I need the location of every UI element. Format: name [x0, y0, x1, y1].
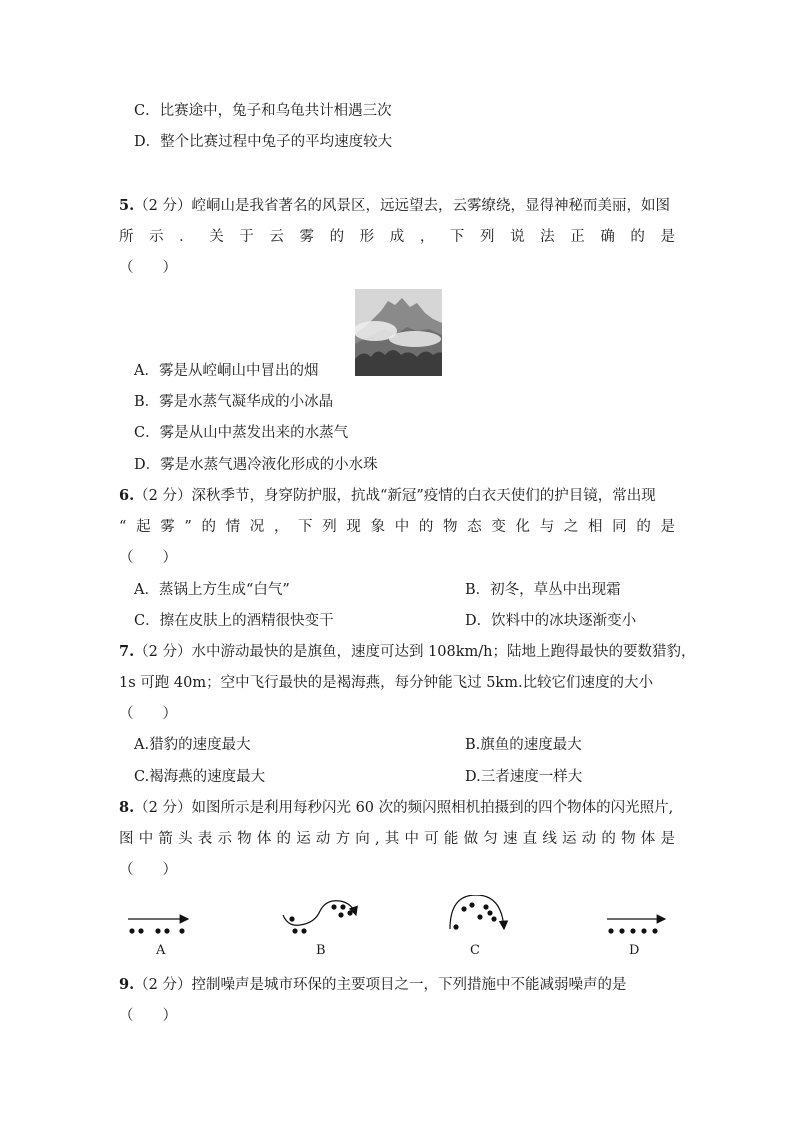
q6-stem-line1: [119, 486, 656, 506]
q5-paren: （ ）: [119, 260, 177, 276]
q4-option-d: D．整个比赛过程中兔子的平均速度较大: [134, 134, 393, 150]
q7-number: 7.: [119, 643, 135, 660]
q5-option-b: B．雾是水蒸气凝华成的小冰晶: [134, 394, 334, 410]
figure-label-d: D: [629, 943, 640, 958]
q9-text1: （2 分）控制噪声是城市环保的主要项目之一，下列措施中不能减弱噪声的是: [134, 977, 627, 993]
q6-option-a: A．蒸锅上方生成“白气”: [134, 582, 290, 598]
figure-label-b: B: [316, 943, 326, 958]
q6-option-c: C．擦在皮肤上的酒精很快变干: [134, 613, 334, 629]
q6-paren: （ ）: [119, 550, 177, 566]
figure-a: [128, 919, 188, 934]
q7-option-d: D.三者速度一样大: [465, 769, 583, 785]
q6-option-b: B．初冬，草丛中出现霜: [465, 582, 621, 598]
q9-paren: （ ）: [119, 1008, 177, 1024]
q7-stem-line1: [119, 642, 696, 662]
q9-stem-line1: [119, 975, 626, 995]
q4-option-c: C．比赛途中，兔子和乌龟共计相遇三次: [134, 103, 392, 119]
q5-stem-line2: 所示．关于云雾的形成，下列说法正确的是: [119, 229, 675, 245]
q6-text1: （2 分）深秋季节，身穿防护服，抗战“新冠”疫情的白衣天使们的护目镜，常出现: [134, 488, 656, 504]
q8-stem-line1: [119, 798, 673, 818]
q6-number: 6.: [119, 487, 135, 504]
q5-option-d: D．雾是水蒸气遇冷液化形成的小水珠: [134, 457, 378, 473]
q7-option-b: B.旗鱼的速度最大: [465, 737, 582, 753]
mountain-fog-photo: [355, 289, 442, 376]
q5-number: 5.: [119, 197, 135, 214]
q5-text1: （2 分）崆峒山是我省著名的风景区，远远望去，云雾缭绕，显得神秘而美丽，如图: [134, 198, 670, 214]
q7-text1: （2 分）水中游动最快的是旗鱼，速度可达到 108km/h；陆地上跑得最快的要数猎豹，: [134, 644, 696, 660]
figure-label-a: A: [156, 943, 166, 958]
q9-number: 9.: [119, 976, 135, 993]
q5-option-c: C．雾是从山中蒸发出来的水蒸气: [134, 425, 349, 441]
q8-number: 8.: [119, 799, 135, 816]
q5-option-a: A．雾是从崆峒山中冒出的烟: [134, 363, 319, 379]
q7-paren: （ ）: [119, 706, 177, 722]
figure-c: [450, 895, 504, 930]
q7-option-a: A.猎豹的速度最大: [134, 737, 251, 753]
q8-paren: （ ）: [119, 862, 177, 878]
q8-stem-line2: 图中箭头表示物体的运动方向,其中可能做匀速直线运动的物体是: [119, 831, 675, 847]
q6-stem-line2: “起雾”的情况，下列现象中的物态变化与之相同的是: [119, 519, 675, 535]
figure-d: [607, 919, 665, 934]
q7-stem-line2: 1s 可跑 40m；空中飞行最快的是褐海燕，每分钟能飞过 5km.比较它们速度的大小: [119, 675, 654, 691]
q8-text1: （2 分）如图所示是利用每秒闪光 60 次的频闪照相机拍摄到的四个物体的闪光照片,: [134, 800, 674, 816]
q5-stem-line1: [119, 196, 670, 216]
mountain-fog-image: [355, 289, 442, 376]
q7-option-c: C.褐海燕的速度最大: [134, 769, 266, 785]
q6-option-d: D．饮料中的冰块逐渐变小: [465, 613, 637, 629]
q8-strobe-figures: [120, 895, 680, 945]
figure-label-c: C: [470, 943, 480, 958]
figure-b: [283, 901, 356, 934]
